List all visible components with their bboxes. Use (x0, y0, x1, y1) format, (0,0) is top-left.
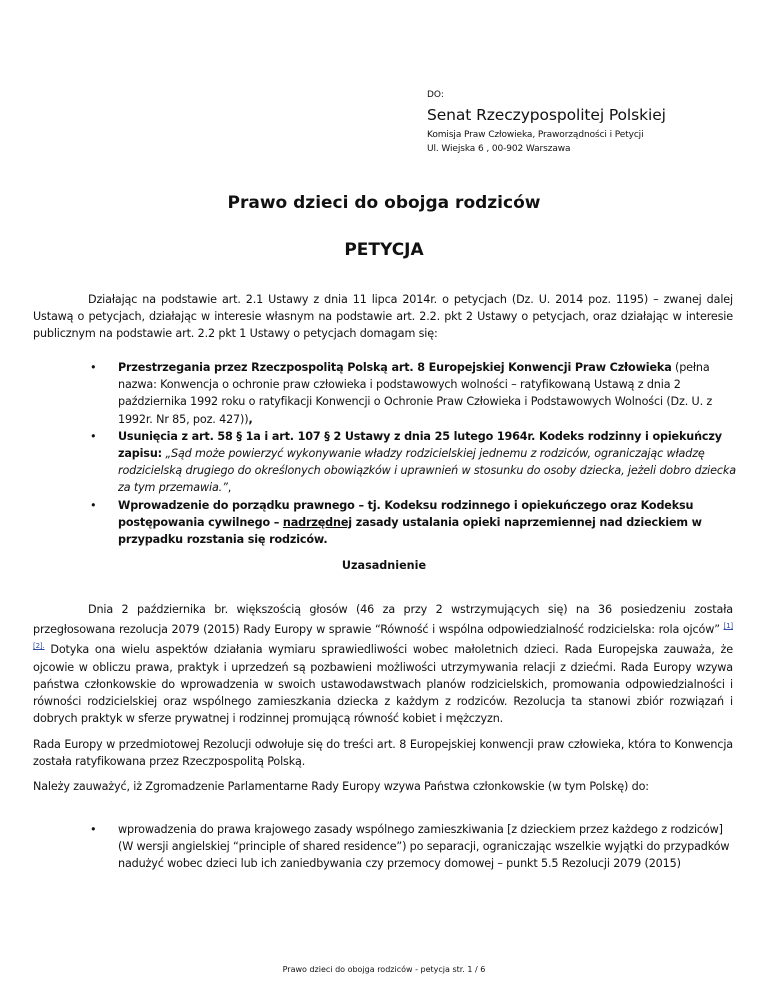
request-2-quote: „Sąd może powierzyć wykonywanie władzy rodzicielskiej jednemu z rodziców, ograniczając władzę rodzicielską drugiego do określonych obowiązków i uprawnień w stosunku do osoby dziecka, jeżeli dobro dziecka za tym przemawia.” (118, 447, 736, 495)
call-paragraph: Należy zauważyć, iż Zgromadzenie Parlamentarne Rady Europy wzywa Państwa członkowskie (w tym Polskę) do: (33, 780, 649, 793)
request-2-bold: Usunięcia z art. 58 § 1a i art. 107 § 2 Ustawy z dnia 25 lutego 1964r. Kodeks rodzinny i opiekuńczy zapisu: (118, 429, 722, 461)
bullet: • (90, 498, 97, 512)
requests-list (90, 359, 738, 548)
justification-paragraph (33, 601, 733, 727)
intro-paragraph (33, 291, 733, 343)
recipient-name: Senat Rzeczypospolitej Polskiej (427, 106, 666, 124)
footnote-link-2[interactable]: [2]. (33, 642, 45, 651)
intro-text: Działając na podstawie art. 2.1 Ustawy z dnia 11 lipca 2014r. o petycjach (Dz. U. 2014 poz. 1195) – zwanej dalej Ustawą o petycjach, działając w interesie własnym na podstawie art. 2.2. pkt 2 Ustawy o petycjach, oraz działając w interesie publicznym na podstawie art. 2.2 pkt 1 Ustawy o petycjach domagam się: (33, 293, 733, 341)
document-subtitle: PETYCJA (344, 240, 424, 260)
section-heading: Uzasadnienie (341, 559, 427, 572)
para1-text-b: Dotyka ona wielu aspektów działania wymiaru sprawiedliwości wobec małoletnich dzieci. Rada Europejska zauważa, że ojcowie w obliczu prawa, praktyk i uprzedzeń są pozbawieni możliwości utrzymywania relacji z dziećmi. Rada Europy wzywa państwa członkowskie do wprowadzenia w swoich ustawodawstwach planów rodzicielskich, promowania odpowiedzialności i równości rodzicielskiej oraz wspólnego zamieszkania dziecka z każdym z rodziców. Rezolucja ta stanowi zbiór rozwiązań i dobrych praktyk w sferze prywatnej i rodzinnej promującą równość kobiet i mężczyzn. (33, 643, 733, 726)
footnote-link-1[interactable]: [1] (723, 622, 733, 631)
request-3-underlined: nadrzędnej (282, 515, 352, 529)
page-footer: Prawo dzieci do obojga rodziców - petycja str. 1 / 6 (282, 965, 486, 974)
request-1-bold: Przestrzegania przez Rzeczpospolitą Polską art. 8 Europejskiej Konwencji Praw Człowieka (118, 361, 672, 374)
resolution-list (90, 821, 738, 873)
resolution-point-text: wprowadzenia do prawa krajowego zasady wspólnego zamieszkiwania [z dzieckiem przez każdego z rodziców] (W wersji angielskiej “principle of shared residence”) po separacji, ograniczając wszelkie wyjątki do przypadków nadużyć wobec dzieci lub ich zaniedbywania czy przemocy domowej – punkt 5.5 Rezolucji 2079 (2015) (118, 823, 730, 871)
request-3-bold-a: Wprowadzenie do porządku prawnego – tj. Kodeksu rodzinnego i opiekuńczego oraz Kodeksu postępowania cywilnego – (118, 498, 694, 529)
list-item (90, 821, 738, 873)
request-3-bold-b: zasady ustalania opieki naprzemiennej nad dzieckiem w przypadku rozstania się rodziców. (118, 515, 702, 547)
para1-text-a: Dnia 2 października br. większością głosów (46 za przy 2 wstrzymujących się) na 36 posiedzeniu została przegłosowana rezolucja 2079 (2015) Rady Europy w sprawie “Równość i wspólna odpowiedzialność rodzicielska: rola ojców” (33, 603, 733, 637)
list-item (90, 359, 738, 428)
recipient-address (427, 89, 757, 156)
committee-name: Komisja Praw Człowieka, Praworządności i Petycji (427, 130, 644, 140)
bullet: • (90, 361, 97, 374)
request-2-tail: , (227, 481, 232, 495)
council-paragraph: Rada Europy w przedmiotowej Rezolucji odwołuje się do treści art. 8 Europejskiej konwencji praw człowieka, która to Konwencja została ratyfikowana przez Rzeczpospolitą Polską. (33, 738, 733, 769)
list-item (90, 428, 738, 497)
request-1-text: (pełna nazwa: Konwencja o ochronie praw człowieka i podstawowych wolności – ratyfikowaną Ustawą z dnia 2 października 1992 roku o ratyfikacji Konwencji o Ochronie Praw Człowieka i Podstawowych Wolności (Dz. U. z 1992r. Nr 85, poz. 427)) (118, 361, 713, 426)
street-address: Ul. Wiejska 6 , 00-902 Warszawa (427, 144, 571, 154)
list-item (90, 497, 738, 549)
to-label: DO: (427, 90, 444, 100)
bullet: • (90, 429, 97, 443)
document-title: Prawo dzieci do obojga rodziców (227, 193, 541, 213)
bullet: • (90, 823, 97, 836)
request-1-tail: , (248, 412, 253, 426)
